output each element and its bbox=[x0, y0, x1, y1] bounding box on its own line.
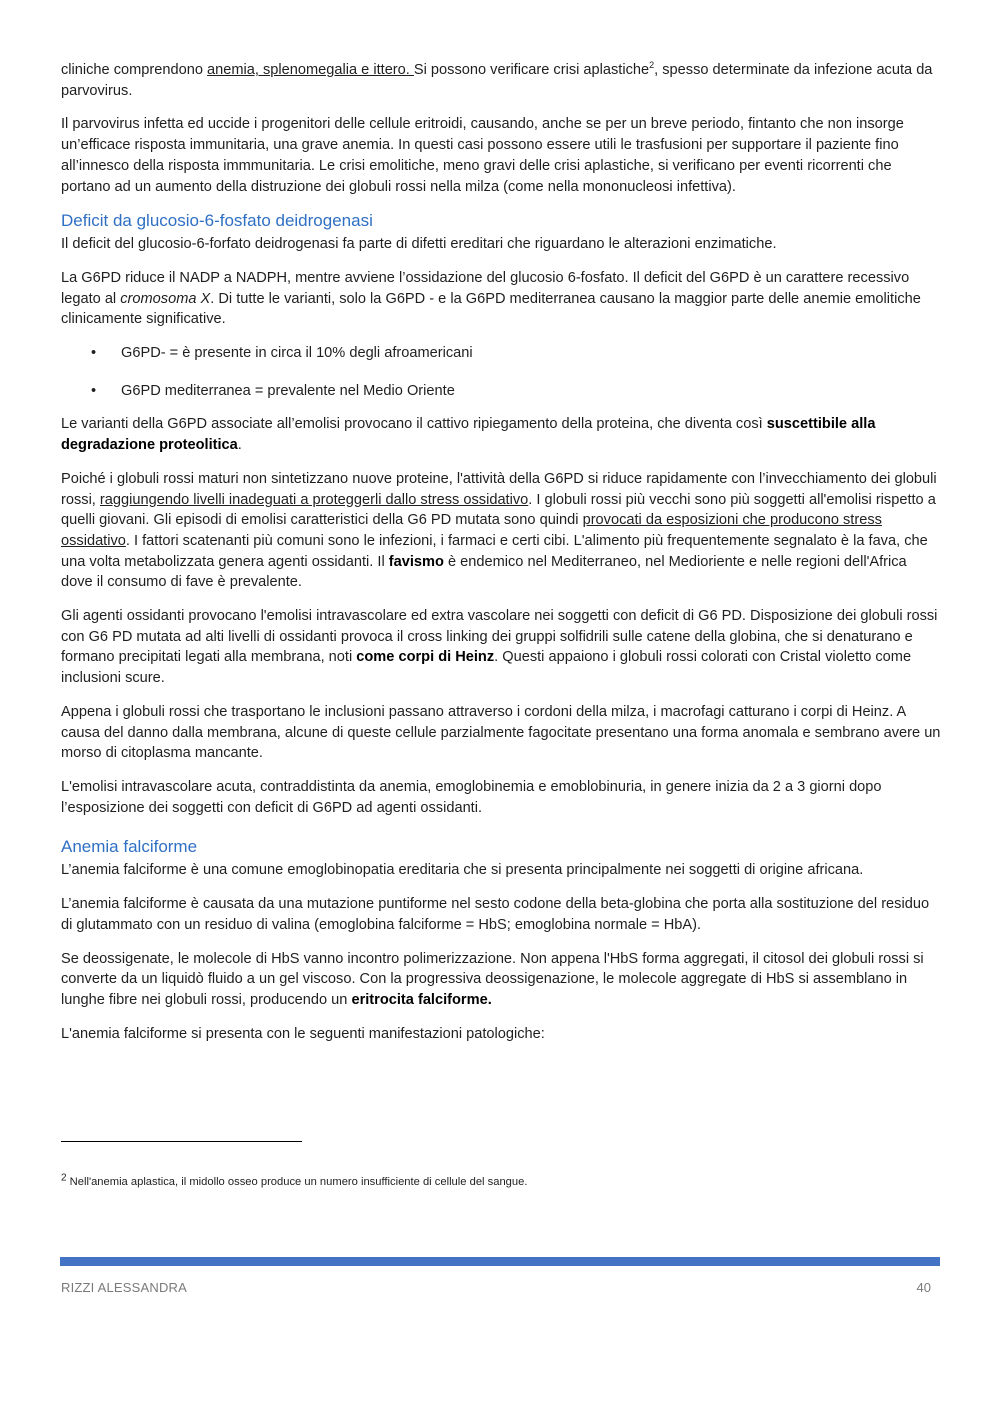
bold-text: favismo bbox=[388, 553, 444, 570]
paragraph-parvovirus: Il parvovirus infetta ed uccide i progenitori delle cellule eritroidi, causando, anche se per un breve periodo, fintanto che non insorge un’efficace risposta immunitaria, una grave anemia. In questi casi possono essere utili le trasfusioni per supportare il paziente fino all’innesco della risposta immmunitaria. Le crisi emolitiche, meno gravi delle crisi aplastiche, si verificano per eventi ricorrenti che portano ad un aumento della distruzione dei globuli rossi nella milza (come nella mononucleosi infettiva). bbox=[61, 116, 904, 195]
underlined-text: anemia, splenomegalia e ittero. bbox=[207, 62, 414, 78]
paragraph-spleen: Appena i globuli rossi che trasportano le inclusioni passano attraverso i cordoni della milza, i macrofagi catturano i corpi di Heinz. A causa del danno dalla membrana, alcune di queste cellule parzialmente fagocitate presentano una forma anomala e sembrano avere un morso di citoplasma mancante. bbox=[61, 703, 941, 762]
page-number: 40 bbox=[916, 1280, 931, 1295]
paragraph-g6pd-intro: Il deficit del glucosio-6-forfato deidrogenasi fa parte di difetti ereditari che riguardano le alterazioni enzimatiche. bbox=[61, 236, 777, 253]
paragraph-acute-hemolysis: L'emolisi intravascolare acuta, contraddistinta da anemia, emoglobinemia e emoblobinuria, in genere inizia da 2 a 3 giorni dopo l’esposizione dei soggetti con deficit di G6PD ad agenti ossidanti. bbox=[61, 778, 882, 816]
text-span: , spesso determinate da infezione acuta da parvovirus. bbox=[61, 62, 933, 99]
paragraph-g6pd-function bbox=[61, 268, 941, 330]
footnote-text: Nell'anemia aplastica, il midollo osseo produce un numero insufficiente di cellule del sangue. bbox=[66, 1176, 528, 1188]
heading-g6pd-deficiency: Deficit da glucosio-6-fosfato deidrogenasi bbox=[61, 211, 373, 231]
paragraph-clinical-features bbox=[61, 60, 941, 101]
paragraph-manifestations: L'anemia falciforme si presenta con le seguenti manifestazioni patologiche: bbox=[61, 1025, 545, 1042]
text-span: è endemico nel Mediterraneo, nel Medioriente e nelle regioni dell'Africa dove il consumo di fave è prevalente. bbox=[61, 553, 907, 591]
paragraph-hbs-polymerization bbox=[61, 949, 941, 1011]
footnote-separator bbox=[61, 1141, 302, 1142]
list-item: • G6PD- = è presente in circa il 10% degli afroamericani bbox=[61, 343, 941, 364]
text-span: La G6PD riduce il NADP a NADPH, mentre avviene l’ossidazione del glucosio 6-fosfato. Il deficit del G6PD è un carattere recessivo legato al bbox=[61, 269, 910, 307]
paragraph-heinz-bodies bbox=[61, 606, 941, 689]
footer-bar bbox=[60, 1257, 940, 1266]
text-span: . I fattori scatenanti più comuni sono le infezioni, i farmaci e certi cibi. L'alimento più frequentemente segnalato è la fava, che una volta metabolizzata genera agenti ossidanti. Il bbox=[61, 532, 928, 570]
bold-text: eritrocita falciforme. bbox=[351, 991, 492, 1008]
text-span: . bbox=[237, 437, 242, 454]
text-span: . Questi appaiono i globuli rossi colorati con Cristal violetto come inclusioni scure. bbox=[61, 649, 912, 687]
bold-text: suscettibile alla degradazione proteolitica bbox=[61, 416, 876, 454]
text-span: . Di tutte le varianti, solo la G6PD - e la G6PD mediterranea causano la maggior parte delle anemie emolitiche clinicamente significative. bbox=[61, 290, 921, 328]
underlined-text: raggiungendo livelli inadeguati a proteggerli dallo stress ossidativo bbox=[99, 491, 529, 508]
page-body bbox=[61, 60, 941, 1057]
paragraph-misfolding bbox=[61, 414, 941, 455]
text-span: Poiché i globuli rossi maturi non sintetizzano nuove proteine, l'attività della G6PD si riduce rapidamente con l’invecchiamento dei globuli rossi, bbox=[61, 470, 937, 508]
text-span: Si possono verificare crisi aplastiche bbox=[413, 62, 650, 78]
heading-sickle-cell-anemia: Anemia falciforme bbox=[61, 837, 198, 857]
footnote bbox=[61, 1174, 527, 1190]
text-span: Le varianti della G6PD associate all’emolisi provocano il cattivo ripiegamento della proteina, che diventa così bbox=[61, 416, 767, 433]
paragraph-sickle-intro: L’anemia falciforme è una comune emoglobinopatia ereditaria che si presenta principalmente nei soggetti di origine africana. bbox=[61, 862, 864, 879]
list-item: • G6PD mediterranea = prevalente nel Medio Oriente bbox=[61, 381, 941, 402]
text-span: Se deossigenate, le molecole di HbS vanno incontro polimerizzazione. Non appena l'HbS forma aggregati, il citosol dei globuli rossi si converte da un liquidò fluido a un gel viscoso. Con la progressiva deossigenazione, le molecole aggregate di HbS si assemblano in lunghe fibre nei globuli rossi, producendo un bbox=[61, 950, 924, 1008]
paragraph-oxidative-stress bbox=[61, 469, 941, 593]
bold-text: come corpi di Heinz bbox=[356, 649, 495, 666]
footer-author: RIZZI ALESSANDRA bbox=[61, 1280, 188, 1295]
text-span: Gli agenti ossidanti provocano l'emolisi intravascolare ed extra vascolare nei soggetti con deficit di G6 PD. Disposizione dei globuli rossi con G6 PD mutata ad alti livelli di ossidanti provoca il cross linking dei gruppi solfidrili sulle catene della globina, che si denaturano e formano precipitati legati alla membrana, noti bbox=[61, 608, 938, 666]
text-span: cliniche comprendono bbox=[61, 62, 208, 78]
text-span: . I globuli rossi più vecchi sono più soggetti all'emolisi rispetto a quelli giovani. Gli episodi di emolisi caratteristici della G6 PD mutata sono quindi bbox=[61, 491, 936, 529]
variants-list bbox=[61, 343, 941, 401]
footnote-number: 2 bbox=[61, 1172, 67, 1184]
italic-text: cromosoma X bbox=[120, 290, 211, 307]
paragraph-sickle-mutation: L’anemia falciforme è causata da una mutazione puntiforme nel sesto codone della beta-globina che porta alla sostituzione del residuo di glutammato con un residuo di valina (emoglobina falciforme = HbS; emoglobina normale = HbA). bbox=[61, 896, 930, 933]
underlined-text: provocati da esposizioni che producono stress ossidativo bbox=[61, 512, 882, 549]
footnote-reference[interactable]: 2 bbox=[649, 60, 655, 71]
